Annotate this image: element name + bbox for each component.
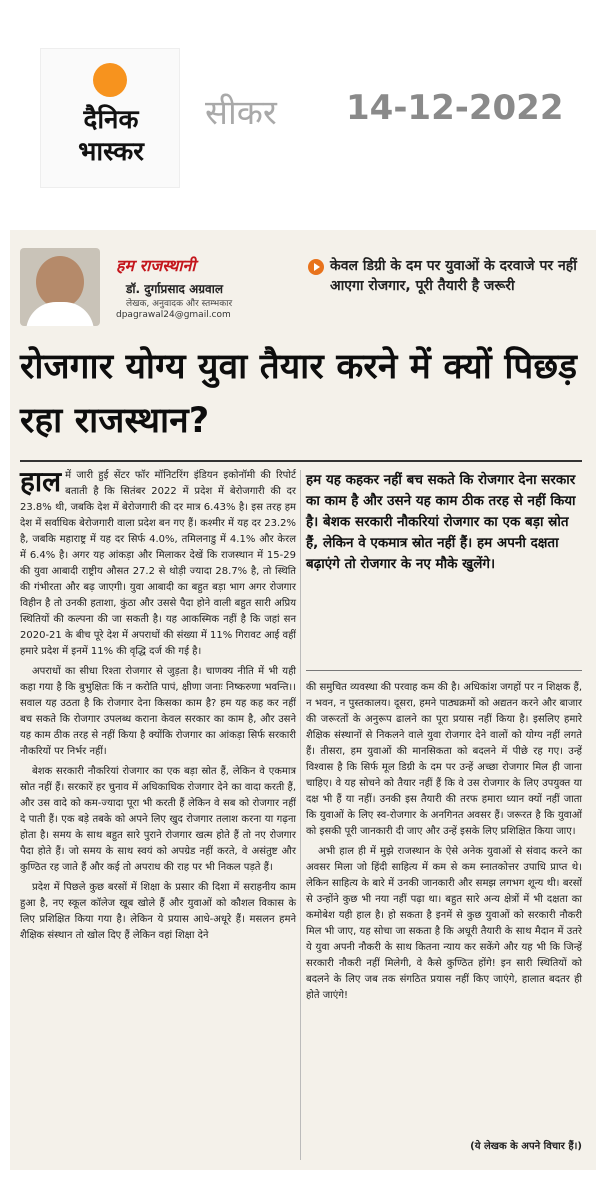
paragraph	[20, 465, 296, 660]
pull-quote: हम यह कहकर नहीं बच सकते कि रोजगार देना सरकार का काम है और उसने यह काम ठीक तरह से नहीं किया है। बेशक सरकारी नौकरियां रोजगार का एक बड़ा स्रोत हैं, लेकिन वे एकमात्र स्रोत नहीं हैं। हम अपनी दक्षता बढ़ाएंगे तो रोजगार के नए मौके खुलेंगे।	[306, 472, 576, 572]
paragraph: प्रदेश में पिछले कुछ बरसों में शिक्षा के प्रसार की दिशा में सराहनीय काम हुआ है, नए स्कूल कॉलेज खूब खोले हैं और युवाओं को कौशल विकास के लिए प्रशिक्षित किया गया है। लेकिन ये प्रयास आधे-अधूरे हैं। मसलन हमने शैक्षिक संस्थान तो खोल दिए हैं लेकिन वहां शिक्षा देने	[20, 882, 296, 941]
paragraph: बेशक सरकारी नौकरियां रोजगार का एक बड़ा स्रोत हैं, लेकिन वे एकमात्र स्रोत नहीं हैं। सरकारें हर चुनाव में अधिकाधिक रोजगार देने का वादा करती हैं, और उस वादे को कम-ज्यादा पूरा भी करती हैं लेकिन वे सब को रोजगार नहीं दे पाती हैं। एक बड़े तबके को अपने लिए खुद रोजगार तलाश करना या गढ़ना होता है। समय के साथ बहुत सारे पुराने रोजगार खत्म होते हैं तो नए रोजगार पैदा होते हैं। जो समय के साथ स्वयं को अपग्रेड नहीं करते, वे असंतुष्ट और कुण्ठित रह जाते हैं और कई तो अपराध की राह पर भी निकल पड़ते हैं।	[20, 766, 296, 873]
page-header	[0, 0, 606, 200]
teaser-text: केवल डिग्री के दम पर युवाओं के दरवाजे पर नहीं आएगा रोजगार, पूरी तैयारी है जरूरी	[330, 258, 577, 294]
pull-quote-divider	[306, 670, 582, 671]
paragraph: की समुचित व्यवस्था की परवाह कम की है। अधिकांश जगहों पर न शिक्षक हैं, न भवन, न पुस्तकालय। दूसरा, हमने पाठ्यक्रमों को अद्यतन करने और बाजार की जरूरतों के अनुरूप ढालने का पूरा प्रयास नहीं किया है। इसलिए हमारे शैक्षिक संस्थानों से निकलने वाले युवा रोजगार देने वालों को योग्य नहीं लगते हैं। तीसरा, हम युवाओं की मानसिकता को बदलने में पीछे रह गए। उन्हें विश्वास है कि सिर्फ मूल डिग्री के दम पर उन्हें अच्छा रोजगार मिल ही जाना चाहिए। वे यह सोचने को तैयार नहीं हैं कि वे उस रोजगार के लिए उपयुक्त या दक्ष भी हैं या नहीं। उनकी इस तैयारी की तरफ हमारा ध्यान क्यों नहीं जाता कि युवाओं के लिए स्व-रोजगार के अनगिनत अवसर हैं। जरूरत है कि युवाओं को इसकी पूरी जानकारी दी जाए और उन्हें इसके लिए प्रशिक्षित किया जाए।	[306, 682, 582, 837]
logo-text-line2: भास्कर	[78, 137, 144, 167]
article-headline: रोजगार योग्य युवा तैयार करने में क्यों पिछड़ रहा राजस्थान?	[20, 347, 578, 441]
dainik-bhaskar-logo	[40, 48, 180, 188]
article-column-2	[306, 680, 582, 1008]
author-shirt	[26, 302, 94, 326]
author-email: dpagrawal24@gmail.com	[116, 310, 231, 320]
edition-date: 14-12-2022	[346, 88, 564, 128]
sun-icon	[93, 63, 127, 97]
author-role: लेखक, अनुवादक और स्तम्भकार	[126, 299, 233, 309]
column-title: हम राजस्थानी	[116, 256, 196, 275]
article-column-1	[20, 465, 296, 948]
paragraph-text: में जारी हुई सेंटर फॉर मॉनिटरिंग इंडियन इकोनॉमी की रिपोर्ट बताती है कि सितंबर 2022 में प्रदेश में बेरोजगारी की दर 23.8% थी, जबकि देश में बेरोजगारी की दर मात्र 6.43% है। इस तरह हम देश में सर्वाधिक बेरोजगारी वाला प्रदेश बन गए हैं। कश्मीर में यह दर 23.2% है, जबकि महाराष्ट्र में यह दर सिर्फ 4.0%, तमिलनाडु में 4.1% और केरल में 6.4% है। अगर यह आंकड़ा और मिलाकर देखें कि राजस्थान में 15-29 की युवा आबादी राष्ट्रीय औसत 27.2 से थोड़ी ज्यादा 28.7% है, तो स्थिति की गंभीरता और बढ़ जाएगी। युवा आबादी का बहुत बड़ा भाग अगर रोजगार विहीन है तो उनकी हताशा, कुंठा और उससे पैदा होने वाली बहुत सारी अप्रिय स्थितियों की कल्पना की जा सकती है। यह आकस्मिक नहीं है कि जहां सन 2020-21 के बीच पूरे देश में अपराधों की संख्या में 11% गिरावट आई वहीं हमारे प्रदेश में इनमें 11% की वृद्धि दर्ज की गई है।	[20, 470, 296, 657]
headline-divider	[20, 460, 582, 462]
column-header	[20, 248, 294, 328]
edition-city: सीकर	[205, 93, 277, 133]
article-teaser	[308, 256, 584, 296]
author-disclaimer: (ये लेखक के अपने विचार हैं।)	[470, 1141, 582, 1152]
play-arrow-icon	[308, 259, 324, 275]
author-face	[36, 256, 84, 308]
drop-cap: हाल	[20, 465, 62, 498]
author-name: डॉ. दुर्गाप्रसाद अग्रवाल	[126, 282, 223, 296]
logo-text-line1: दैनिक	[83, 105, 139, 135]
paragraph: अभी हाल ही में मुझे राजस्थान के ऐसे अनेक युवाओं से संवाद करने का अवसर मिला जो हिंदी साहित्य में कम से कम स्नातकोत्तर उपाधि प्राप्त थे। लेकिन साहित्य के बारे में उनकी जानकारी और समझ लगभग शून्य थी। बरसों से उन्होंने कुछ भी नया नहीं पढ़ा था। बहुत सारे अन्य क्षेत्रों में भी दक्षता का कमोबेश यही हाल है। हो सकता है इनमें से कुछ युवाओं को सरकारी नौकरी मिल भी जाए, यह सोचा जा सकता है कि अधूरी तैयारी के साथ मैदान में उतरे ये युवा अपनी नौकरी के साथ कितना न्याय कर सकेंगे और यह भी कि जिन्हें सरकारी नौकरी नहीं मिलेगी, वे कैसे कुण्ठित होंगे! इन सारी स्थितियों को बदलने के लिए जब तक संगठित प्रयास नहीं किए जाएंगे, हालात बदतर ही होते जाएंगे!	[306, 846, 582, 1001]
author-photo	[20, 248, 100, 326]
paragraph: अपराधों का सीधा रिश्ता रोजगार से जुड़ता है। चाणक्य नीति में भी यही कहा गया है कि बुभुक्षितः किं न करोति पापं, क्षीणा जनाः निष्करुणा भवन्ति।। सवाल यह उठता है कि रोजगार देना किसका काम है? हम यह कह कर नहीं बच सकते कि रोजगार उपलब्ध कराना केवल सरकार का काम है, और उसने यह काम ठीक तरह से नहीं किया है क्योंकि रोजगार का आंकड़ा सिर्फ सरकारी नौकरियों पर निर्भर नहीं।	[20, 666, 296, 757]
column-divider	[300, 470, 301, 1160]
